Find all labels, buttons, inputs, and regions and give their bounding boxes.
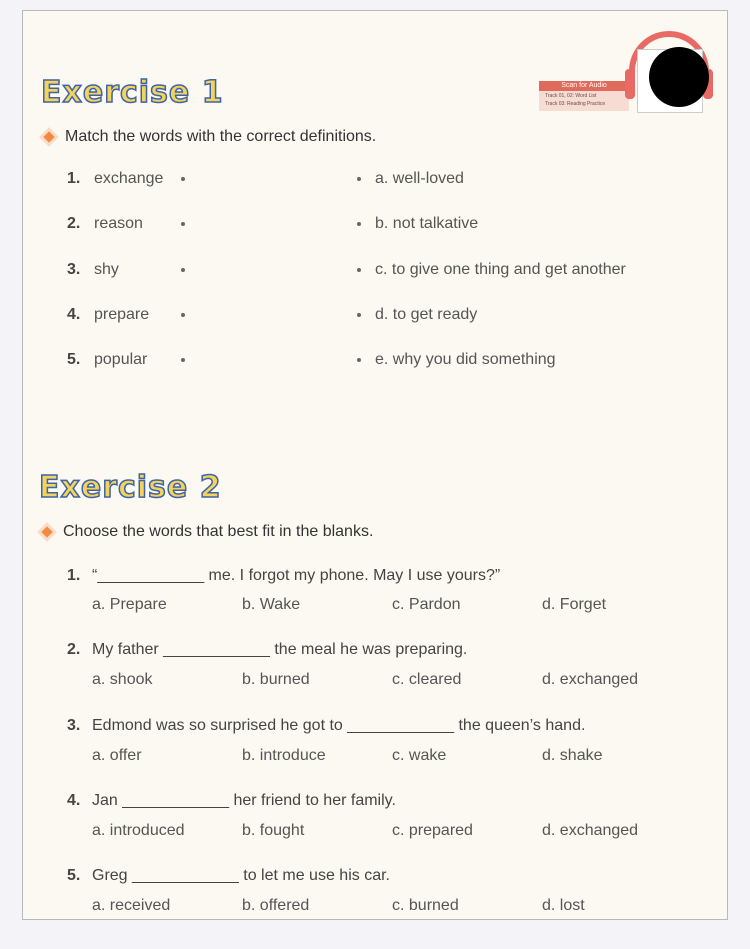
match-dot-right[interactable] <box>357 177 361 181</box>
audio-title: Scan for Audio <box>539 81 629 91</box>
option[interactable]: a. offer <box>92 747 142 764</box>
match-dot-left[interactable] <box>181 222 185 226</box>
option[interactable]: b. fought <box>242 822 305 839</box>
bullet-diamond-icon <box>43 131 54 142</box>
instruction-text: Match the words with the correct definitions. <box>65 128 377 145</box>
option[interactable]: b. Wake <box>242 596 301 613</box>
question-text: My father ____________ the meal he was preparing. <box>92 641 468 658</box>
match-row: 3. shy c. to give one thing and get another <box>67 261 626 278</box>
match-word: shy <box>94 261 119 278</box>
option[interactable]: b. introduce <box>242 747 326 764</box>
match-word: reason <box>94 215 143 232</box>
match-dot-left[interactable] <box>181 177 185 181</box>
match-row: 4. prepare d. to get ready <box>67 306 478 323</box>
match-row: 1. exchange a. well-loved <box>67 170 464 187</box>
option[interactable]: b. offered <box>242 897 310 914</box>
option[interactable]: a. introduced <box>92 822 185 839</box>
match-dot-left[interactable] <box>181 268 185 272</box>
qr-code-headphones[interactable] <box>625 31 713 111</box>
match-dot-right[interactable] <box>357 222 361 226</box>
match-word: prepare <box>94 306 150 323</box>
exercise-1-title: Exercise 1 <box>41 75 224 110</box>
redaction-mark <box>649 47 709 107</box>
option[interactable]: d. Forget <box>542 596 607 613</box>
exercise-2-title: Exercise 2 <box>39 470 222 505</box>
match-definition: a. well-loved <box>375 170 464 187</box>
match-row: 5. popular e. why you did something <box>67 351 556 368</box>
option[interactable]: a. received <box>92 897 171 914</box>
exercise-2-instruction <box>43 523 373 541</box>
match-dot-right[interactable] <box>357 358 361 362</box>
question-text: Jan ____________ her friend to her family. <box>92 792 396 809</box>
question-text: “____________ me. I forgot my phone. May I use yours?” <box>92 567 501 584</box>
bullet-diamond-icon <box>41 526 52 537</box>
option[interactable]: b. burned <box>242 671 310 688</box>
match-definition: e. why you did something <box>375 351 556 368</box>
question-text: Edmond was so surprised he got to ____________ the queen’s hand. <box>92 717 586 734</box>
match-definition: c. to give one thing and get another <box>375 261 626 278</box>
match-word: popular <box>94 351 148 368</box>
option[interactable]: d. shake <box>542 747 603 764</box>
question-text: Greg ____________ to let me use his car. <box>92 867 390 884</box>
match-dot-right[interactable] <box>357 313 361 317</box>
exercise-1-instruction <box>45 128 376 146</box>
option[interactable]: c. cleared <box>392 671 462 688</box>
match-word: exchange <box>94 170 164 187</box>
match-row: 2. reason b. not talkative <box>67 215 479 232</box>
option[interactable]: a. shook <box>92 671 153 688</box>
worksheet-page: Scan for Audio Track 01, 02: Word List Track 03: Reading Practice Exercise 1 Match the words with the correct definitions. 1. exchange a. well-loved 2. reason b. not talkative 3. shy c. to give one thing and get another 4. prepare d. to get ready 5. popular e. why you did something Exercise 2 Choose the words that best fit in the blanks. 1. “____________ me. I forgot my phone. May I use yours?” a. Prepare b. Wake c. Pardon d. Forget 2. My father ____________ the meal he was preparing. a. shook b. burned c. cleared d. exchanged 3. Edmond was so surprised he got to ____________ the queen’s hand. a. offer b. introduce c. wake d. shake 4. Jan ____________ her friend to her family. a. introduced b. fought c. prepared d. exchanged 5. Greg ____________ to let me use his car. a. received b. offered c. burned d. lost <box>22 10 728 920</box>
option[interactable]: d. exchanged <box>542 671 639 688</box>
option[interactable]: d. exchanged <box>542 822 639 839</box>
match-definition: d. to get ready <box>375 306 478 323</box>
option[interactable]: d. lost <box>542 897 585 914</box>
instruction-text: Choose the words that best fit in the blanks. <box>63 523 374 540</box>
match-dot-right[interactable] <box>357 268 361 272</box>
option[interactable]: c. burned <box>392 897 459 914</box>
scan-for-audio-label <box>539 81 629 111</box>
option[interactable]: a. Prepare <box>92 596 167 613</box>
audio-track-line-1: Track 01, 02: Word List <box>545 93 597 99</box>
match-definition: b. not talkative <box>375 215 479 232</box>
match-dot-left[interactable] <box>181 313 185 317</box>
option[interactable]: c. wake <box>392 747 447 764</box>
option[interactable]: c. prepared <box>392 822 473 839</box>
match-dot-left[interactable] <box>181 358 185 362</box>
option[interactable]: c. Pardon <box>392 596 461 613</box>
audio-track-line-2: Track 03: Reading Practice <box>545 101 606 107</box>
